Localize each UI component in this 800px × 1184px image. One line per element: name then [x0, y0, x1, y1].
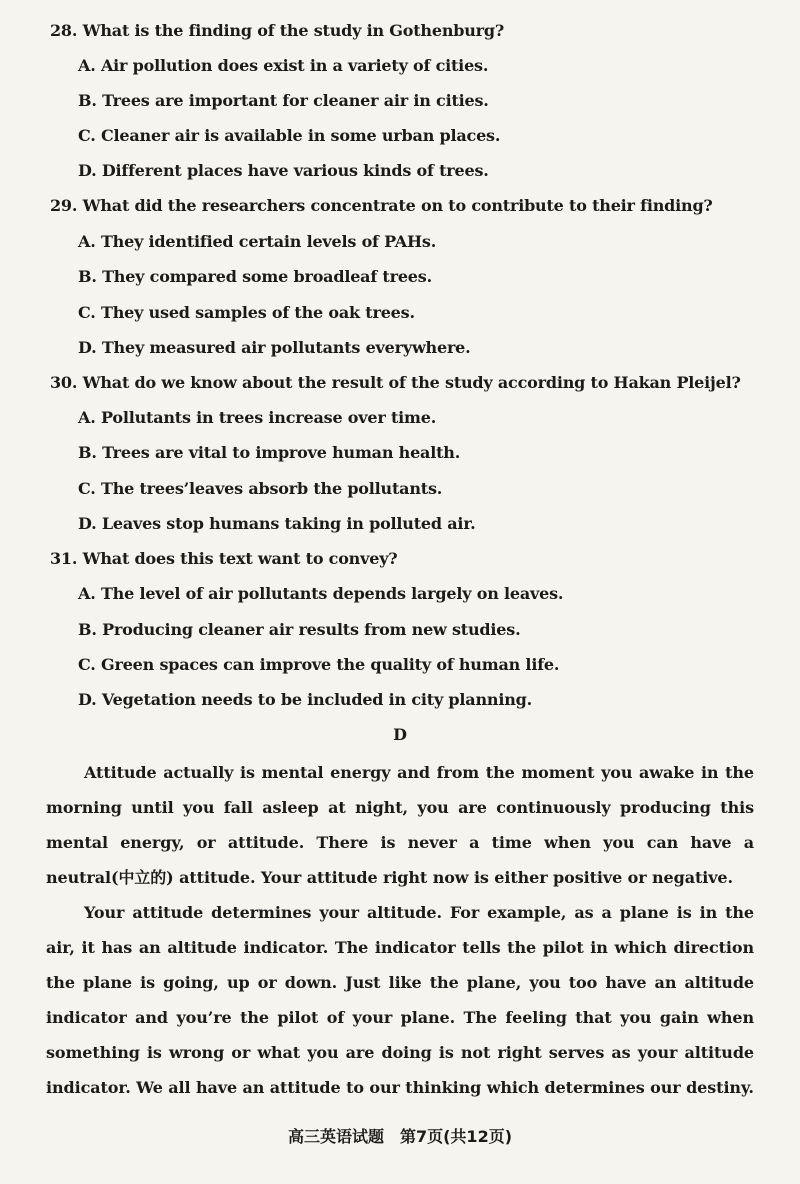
question-28-option-c: C. Cleaner air is available in some urban places. [78, 126, 501, 145]
question-29-option-c: C. They used samples of the oak trees. [78, 303, 415, 322]
question-31-option-a: A. The level of air pollutants depends largely on leaves. [78, 584, 564, 603]
question-31-option-c: C. Green spaces can improve the quality of human life. [78, 655, 560, 674]
question-28-option-b: B. Trees are important for cleaner air in cities. [78, 91, 489, 110]
question-30-option-c: C. The trees’leaves absorb the pollutants. [78, 479, 443, 498]
question-28-option-a: A. Air pollution does exist in a variety of cities. [78, 56, 489, 75]
question-28-stem: 28. What is the finding of the study in Gothenburg? [50, 21, 505, 40]
section-d-heading: D [393, 725, 407, 744]
passage [46, 755, 754, 1105]
question-30-option-a: A. Pollutants in trees increase over time. [78, 408, 437, 427]
passage-paragraph-1: Attitude actually is mental energy and from the moment you awake in the morning until you fall asleep at night, you are continuously producing this mental energy, or attitude. There is never a time when you can have a neutral(中立的) attitude. Your attitude right now is either positive or negative. [46, 763, 754, 887]
question-31-option-d: D. Vegetation needs to be included in city planning. [78, 690, 532, 709]
passage-paragraph-2: Your attitude determines your altitude. For example, as a plane is in the air, it has an altitude indicator. The indicator tells the pilot in which direction the plane is going, up or down. Just like the plane, you too have an altitude indicator and you’re the pilot of your plane. The feeling that you gain when something is wrong or what you are doing is not right serves as your altitude indicator. We all have an attitude to our thinking which determines our destiny. [46, 903, 754, 1097]
question-29-option-d: D. They measured air pollutants everywhere. [78, 338, 471, 357]
page-footer: 高三英语试题 第7页(共12页) [287, 1127, 513, 1146]
question-31-option-b: B. Producing cleaner air results from new studies. [78, 620, 521, 639]
question-29-option-b: B. They compared some broadleaf trees. [78, 267, 432, 286]
question-30-stem: 30. What do we know about the result of the study according to Hakan Pleijel? [50, 373, 741, 392]
question-30-option-b: B. Trees are vital to improve human health. [78, 443, 461, 462]
question-29-stem: 29. What did the researchers concentrate on to contribute to their finding? [50, 196, 713, 215]
question-31-stem: 31. What does this text want to convey? [50, 549, 398, 568]
question-29-option-a: A. They identified certain levels of PAHs. [78, 232, 437, 251]
question-28-option-d: D. Different places have various kinds of trees. [78, 161, 489, 180]
question-30-option-d: D. Leaves stop humans taking in polluted air. [78, 514, 476, 533]
